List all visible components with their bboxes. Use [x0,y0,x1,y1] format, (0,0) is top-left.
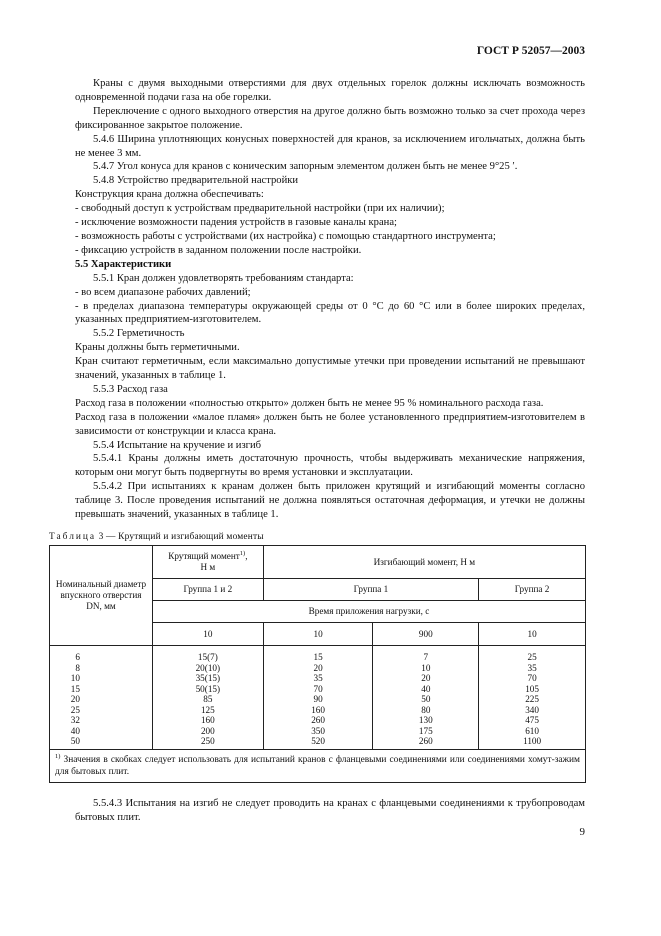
header-dn: Номинальный диаметр впускного отверстия DN, мм [50,546,153,646]
footnote-mark: 1) [55,752,61,760]
header-bending: Изгибающий момент, Н м [263,546,585,579]
list-item: - свободный доступ к устройствам предварительной настройки (при их наличии); [75,203,445,215]
paragraph: 5.5.4.3 Испытания на изгиб не следует проводить на кранах с фланцевыми соединениями к трубопроводам бытовых плит. [75,798,585,823]
list-item: - в пределах диапазона температуры окружающей среды от 0 °С до 60 °С или в более широких пределах, указанных предприятием-изготовителем. [75,300,585,326]
paragraph: Краны с двумя выходными отверстиями для двух отдельных горелок должны исключать возможность одновременной подачи газа на обе горелки. [75,78,585,103]
paragraph: 5.4.6 Ширина уплотняющих конусных поверхностей для кранов, за исключением игольчатых, должна быть не менее 3 мм. [75,133,585,159]
header-torque: Крутящий момент$^{1)}$, Н м [152,546,263,579]
paragraph: Краны должны быть герметичными. [75,342,240,354]
table-row: 25 125 160 80 340 [50,705,586,716]
paragraph: Переключение с одного выходного отверстия на другое должно быть возможно только за счет прохода через фиксированное закрытое положение. [75,105,585,131]
footnote-ref: 1) [239,549,246,557]
paragraph: 5.5.4.1 Краны должны иметь достаточную прочность, чтобы выдерживать механические напряжения, которым они могут быть подвергнуты во время установки и эксплуатации. [75,453,585,479]
header-load-time: Время приложения нагрузки, с [152,601,585,623]
page-number: 9 [579,826,585,838]
table-row: 8 20(10) 20 10 35 [50,663,586,674]
section-heading: 5.5.3 Расход газа [93,383,168,395]
header-group-2: Группа 2 [479,579,586,601]
table-row: 50 250 520 260 1100 [50,736,586,749]
document-header: ГОСТ Р 52057—2003 [476,45,585,57]
paragraph: Кран считают герметичным, если максимально допустимые утечки при проведении испытаний не превышают значений, указанных в таблице 1. [75,356,585,382]
section-heading: 5.5.4 Испытание на кручение и изгиб [93,439,262,451]
table-caption-text: 3 — Крутящий и изгибающий моменты [96,532,264,542]
list-item: - возможность работы с устройствами (их настройка) с помощью стандартного инструмента; [75,230,496,242]
header-time: 10 [263,623,373,646]
paragraph: 5.5.4.2 При испытаниях к кранам должен быть приложен крутящий и изгибающий моменты согласно таблице 3. После проведения испытаний не должна появляться остаточная деформация, и утечки не должны превышать значений, указанных в таблице 1. [75,481,585,521]
list-item: - во всем диапазоне рабочих давлений; [75,286,251,298]
main-text [75,77,585,522]
table-row: 40 200 350 175 610 [50,726,586,737]
paragraph: Расход газа в положении «полностью открыто» должен быть не менее 95 % номинального расхода газа. [75,397,544,409]
table-caption-label: Таблица [49,532,97,542]
list-item: - фиксацию устройств в заданном положении после настройки. [75,244,362,256]
paragraph: 5.4.7 Угол конуса для кранов с коническим запорным элементом должен быть не менее 9°25 ′. [93,161,518,173]
header-time: 900 [373,623,479,646]
header-time: 10 [152,623,263,646]
table-footnote [50,749,586,782]
paragraph: 5.5.1 Кран должен удовлетворять требованиям стандарта: [93,272,354,284]
table-row: 20 85 90 50 225 [50,694,586,705]
table-row: 15 50(15) 70 40 105 [50,684,586,695]
table-row: 6 15(7) 15 7 25 [50,646,586,663]
table-row: 10 35(15) 35 20 70 [50,673,586,684]
header-group-1-2: Группа 1 и 2 [152,579,263,601]
header-group-1: Группа 1 [263,579,478,601]
section-heading: 5.4.8 Устройство предварительной настройки [93,175,299,187]
list-item: - исключение возможности падения устройств в газовые каналы крана; [75,217,397,229]
table-row: 32 160 260 130 475 [50,715,586,726]
paragraph: Расход газа в положении «малое пламя» должен быть не более установленного предприятием-изготовителем в зависимости от конструкции и класса крана. [75,411,585,437]
section-heading: 5.5.2 Герметичность [93,328,185,340]
footnote-text: Значения в скобках следует использовать для испытаний кранов с фланцевыми соединениями или соединениями хомут-зажим для бытовых плит. [55,754,580,777]
table-caption [49,532,264,542]
header-time: 10 [479,623,586,646]
section-heading: 5.5 Характеристики [75,258,172,270]
moments-table [49,545,586,783]
paragraph: Конструкция крана должна обеспечивать: [75,189,264,201]
